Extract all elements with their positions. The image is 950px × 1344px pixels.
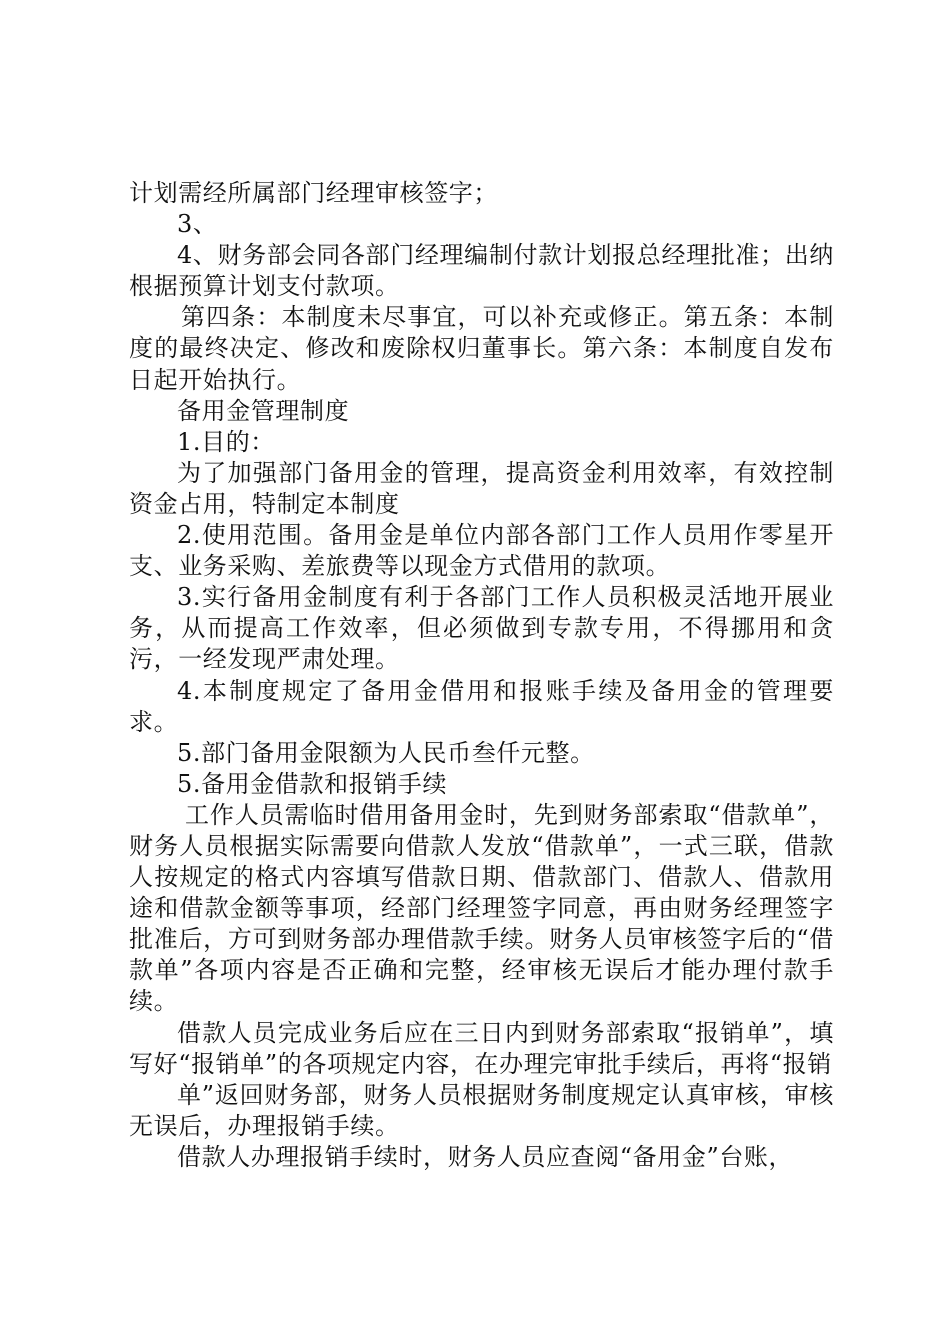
paragraph-approval-signature: 计划需经所属部门经理审核签字； [129,179,498,207]
paragraph-borrowing-procedure: 工作人员需临时借用备用金时，先到财务部索取“借款单”，财务人员根据实际需要向借款人发放“借款单”，一式三联，借款人按规定的格式内容填写借款日期、借款部门、借款人、借款用途和借款金额等事项，经部门经理签字同意，再由财务经理签字批准后，方可到财务部办理借款手续。财务人员审核签字后的“借款单”各项内容是否正确和完整，经审核无误后才能办理付款手续。 [129,800,834,1016]
paragraph-regulation-scope: 4.本制度规定了备用金借用和报账手续及备用金的管理要求。 [129,676,834,736]
paragraph-limit: 5.部门备用金限额为人民币叁仟元整。 [177,738,595,767]
paragraph-benefits: 3.实行备用金制度有利于各部门工作人员积极灵活地开展业务，从而提高工作效率，但必须做到专款专用，不得挪用和贪污，一经发现严肃处理。 [129,583,834,674]
paragraph-item-3: 3、 [177,210,218,239]
document-body [129,178,834,1173]
paragraph-scope: 2.使用范围。备用金是单位内部各部门工作人员用作零星开支、业务采购、差旅费等以现金方式借用的款项。 [129,521,834,581]
paragraph-reimbursement-procedure: 借款人员完成业务后应在三日内到财务部索取“报销单”，填写好“报销单”的各项规定内容，在办理完审批手续后，再将“报销 [129,1018,834,1078]
paragraph-articles-4-6: 第四条：本制度未尽事宜，可以补充或修正。第五条：本制度的最终决定、修改和废除权归董事长。第六条：本制度自发布日起开始执行。 [129,303,834,394]
section-heading-petty-cash: 备用金管理制度 [177,396,350,425]
paragraph-ledger-check: 借款人办理报销手续时，财务人员应查阅“备用金”台账， [177,1142,794,1171]
paragraph-purpose-heading: 1.目的： [177,427,275,456]
paragraph-reimbursement-continued: 单”返回财务部，财务人员根据财务制度规定认真审核，审核无误后，办理报销手续。 [129,1080,834,1140]
paragraph-item-4: 4、财务部会同各部门经理编制付款计划报总经理批准；出纳根据预算计划支付款项。 [129,241,834,301]
paragraph-procedure-heading: 5.备用金借款和报销手续 [177,769,448,798]
paragraph-purpose: 为了加强部门备用金的管理，提高资金利用效率，有效控制资金占用，特制定本制度 [129,458,834,518]
